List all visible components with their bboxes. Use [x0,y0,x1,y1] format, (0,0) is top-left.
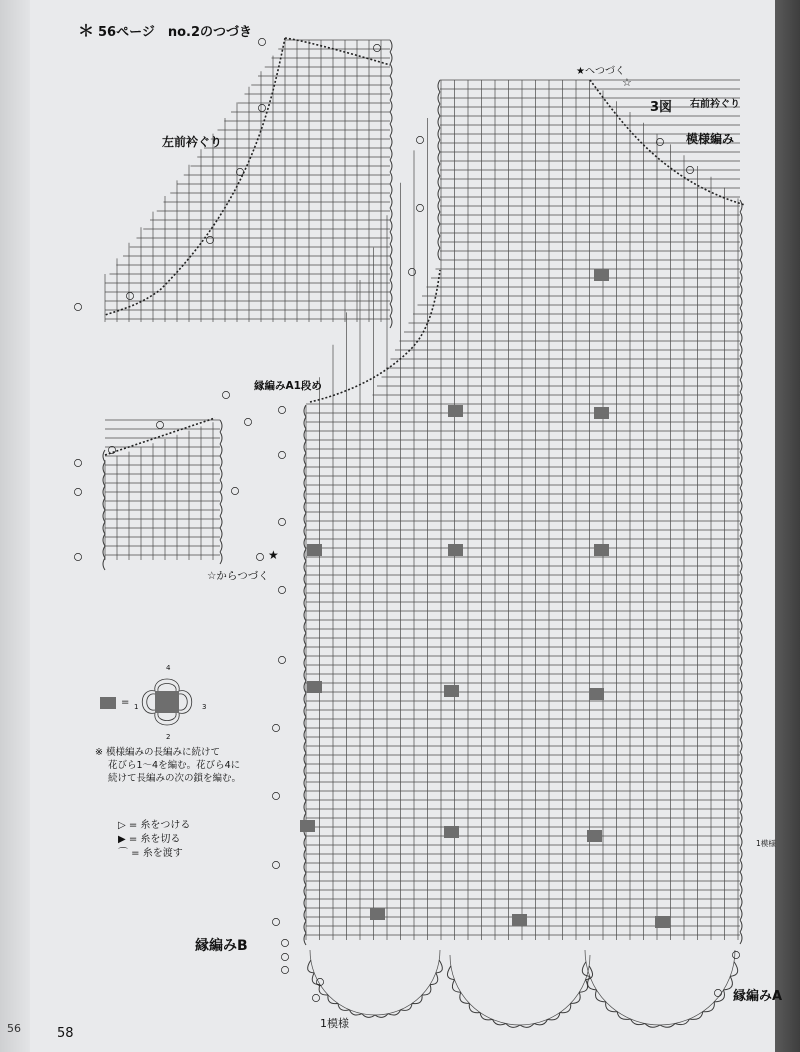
continue-to-label: ★へつづく [576,66,625,77]
figure-number: 3図 [650,100,673,115]
row-number-marker [281,966,288,973]
row-number-marker [272,792,279,799]
row-number-marker [236,168,243,175]
petal-number-1: 1 [134,703,139,711]
border-b-label: 縁編みB [195,938,248,954]
border-a-label: 縁編みA [733,989,783,1004]
row-number-marker [74,459,81,466]
row-number-marker [278,586,285,593]
petal-number-3: 3 [202,703,207,711]
row-number-marker [244,418,251,425]
filled-square-motif [307,544,322,556]
row-number-marker [222,391,229,398]
right-neckline-label: 右前衿ぐり [690,99,740,110]
left-neckline-top-edge [285,38,390,65]
row-number-marker [278,451,285,458]
one-repeat-side-label: 1模様 [756,839,776,848]
pattern-stitch-label: 模様編み [686,132,735,146]
legend-cut-yarn: ▶ = 糸を切る [118,834,181,845]
row-number-marker [272,918,279,925]
petal-number-2: 2 [166,733,171,741]
row-number-marker [408,268,415,275]
row-number-marker [416,136,423,143]
small-piece-edge [105,418,215,455]
row-number-marker [278,656,285,663]
header-star: ＊ [78,21,95,40]
row-number-marker [312,994,319,1001]
petal-number-4: 4 [166,664,171,672]
page-header-title: 56ページ no.2のつづき [98,25,253,40]
row-number-marker [272,724,279,731]
filled-square-motif [444,685,459,697]
continue-from-label: ☆からつづく [207,570,269,582]
filled-square-motif [594,407,609,419]
equals-sign: = [121,697,130,708]
row-number-marker [278,406,285,413]
row-number-marker [258,38,265,45]
filled-square-motif [448,544,463,556]
filled-square-motif [448,405,463,417]
star-mark: ★ [268,548,279,562]
row-number-marker [74,553,81,560]
note-line-2: 花びら1～4を編む。花びら4に [108,760,241,771]
filled-square-motif [370,908,385,920]
row-number-marker [272,861,279,868]
row-number-marker [281,953,288,960]
one-repeat-label: 1模様 [320,1017,349,1030]
row-number-marker [231,487,238,494]
row-number-marker [258,104,265,111]
border-a1-edge [310,270,440,402]
row-number-marker [281,939,288,946]
filled-square-motif [512,914,527,926]
left-neckline-edge [105,38,285,315]
row-number-marker [108,446,115,453]
row-number-marker [256,553,263,560]
row-number-marker [656,138,663,145]
row-number-marker [74,488,81,495]
left-neckline-label: 左前衿ぐり [162,135,223,149]
filled-square-motif [589,688,604,700]
page-number: 58 [57,1026,74,1041]
filled-square-motif [444,826,459,838]
legend-carry-yarn: ⌒ = 糸を渡す [118,848,183,859]
row-number-marker [732,951,739,958]
filled-square-motif [594,544,609,556]
filled-square-motif [587,830,602,842]
filled-square-motif [594,269,609,281]
previous-page-number: 56 [7,1022,21,1035]
row-number-marker [156,421,163,428]
row-number-marker [126,292,133,299]
note-line-3: 続けて長編みの次の鎖を編む。 [108,773,242,784]
row-number-marker [373,44,380,51]
filled-square-motif [300,820,315,832]
row-number-marker [206,236,213,243]
filled-square-motif [307,681,322,693]
filled-square-motif [655,916,670,928]
legend-attach-yarn: ▷ = 糸をつける [118,820,191,831]
row-number-marker [416,204,423,211]
row-number-marker [74,303,81,310]
continue-mark: ☆ [622,76,632,89]
row-number-marker [714,989,721,996]
note-line-1: ※ 模様編みの長編みに続けて [95,747,220,758]
row-number-marker [278,518,285,525]
border-a1-label: 縁編みA1段め [254,380,322,392]
filled-square-symbol [100,697,116,709]
